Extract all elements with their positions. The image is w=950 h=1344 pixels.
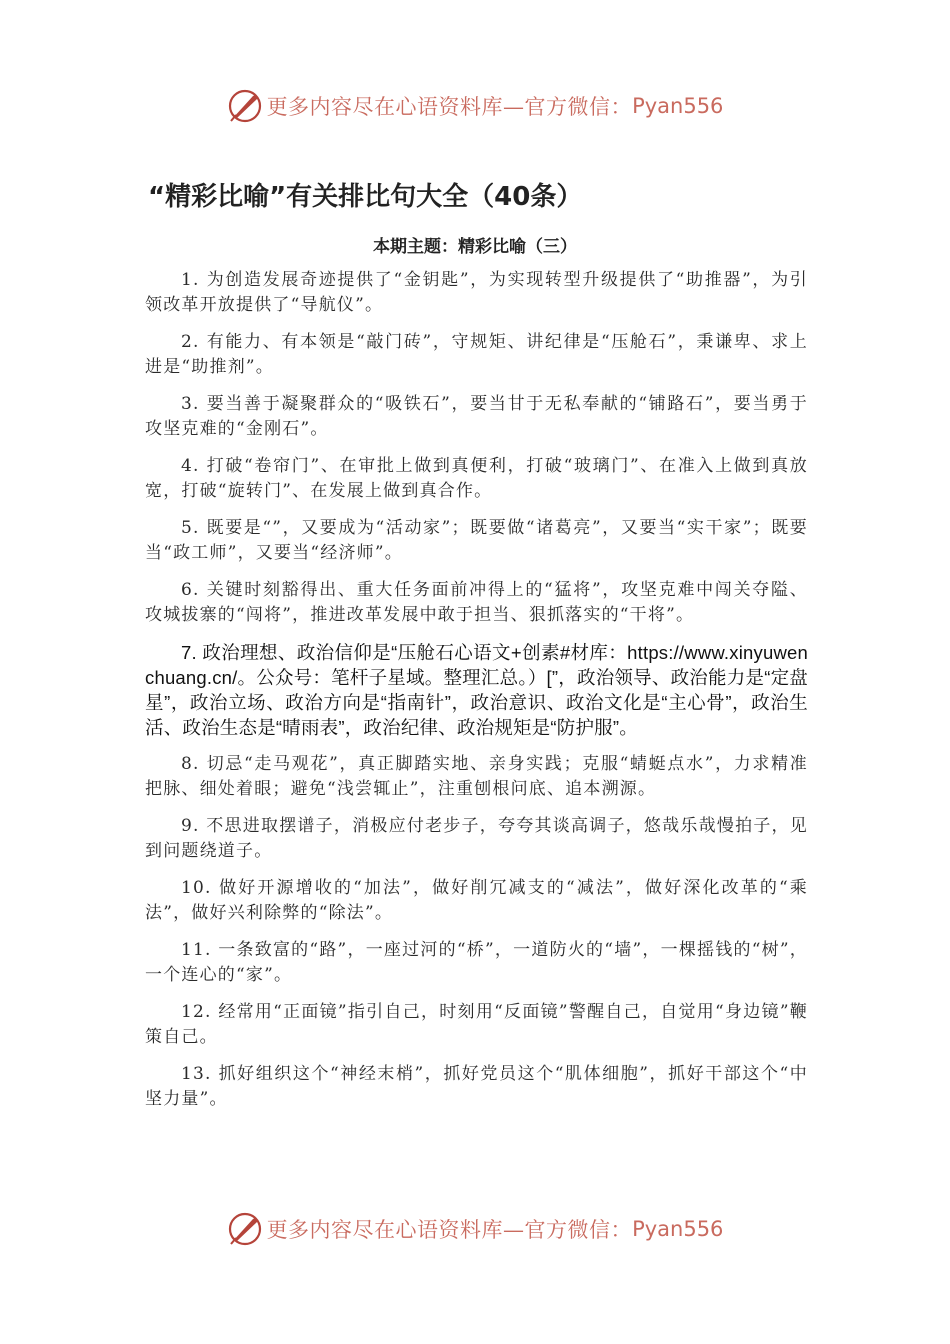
quill-logo-icon — [227, 88, 263, 124]
banner-wechat-handle: Pyan556 — [632, 94, 724, 118]
list-item: 6. 关键时刻豁得出、重大任务面前冲得上的“猛将”，攻坚克难中闯关夺隘、攻城拔寨的“闯将”，推进改革发展中敢于担当、狠抓落实的“干将”。 — [145, 580, 808, 625]
list-item: 5. 既要是“”，又要成为“活动家”；既要做“诸葛亮”，又要当“实干家”；既要当“政工师”，又要当“经济师”。 — [145, 518, 808, 563]
list-item: 8. 切忌“走马观花”，真正脚踏实地、亲身实践；克服“蜻蜓点水”，力求精准把脉、细处着眼；避免“浅尝辄止”，注重刨根问底、追本溯源。 — [145, 754, 808, 799]
list-item: 4. 打破“卷帘门”、在审批上做到真便利，打破“玻璃门”、在准入上做到真放宽，打破“旋转门”、在发展上做到真合作。 — [145, 456, 808, 501]
item-list — [145, 268, 808, 1124]
quill-logo-icon — [227, 1211, 263, 1247]
list-item: 2. 有能力、有本领是“敲门砖”，守规矩、讲纪律是“压舱石”，秉谦卑、求上进是“助推剂”。 — [145, 332, 808, 377]
banner-wechat-handle: Pyan556 — [632, 1217, 724, 1241]
list-item: 13. 抓好组织这个“神经末梢”，抓好党员这个“肌体细胞”，抓好干部这个“中坚力量”。 — [145, 1064, 808, 1109]
document-title: “精彩比喻”有关排比句大全（40条） — [148, 182, 583, 212]
list-item: 3. 要当善于凝聚群众的“吸铁石”，要当甘于无私奉献的“铺路石”，要当勇于攻坚克难的“金刚石”。 — [145, 394, 808, 439]
list-item: 1. 为创造发展奇迹提供了“金钥匙”，为实现转型升级提供了“助推器”，为引领改革开放提供了“导航仪”。 — [145, 270, 808, 315]
banner-text: 更多内容尽在心语资料库—官方微信： — [266, 1218, 633, 1242]
document-subtitle: 本期主题：精彩比喻（三） — [373, 237, 577, 257]
list-item: 10. 做好开源增收的“加法”，做好削冗减支的“减法”，做好深化改革的“乘法”，做好兴利除弊的“除法”。 — [145, 878, 808, 923]
header-banner — [0, 84, 950, 128]
list-item: 11. 一条致富的“路”，一座过河的“桥”，一道防火的“墙”，一棵摇钱的“树”，一个连心的“家”。 — [145, 940, 808, 985]
list-item: 12. 经常用“正面镜”指引自己，时刻用“反面镜”警醒自己，自觉用“身边镜”鞭策自己。 — [145, 1002, 808, 1047]
footer-banner — [0, 1207, 950, 1251]
banner-text: 更多内容尽在心语资料库—官方微信： — [266, 95, 633, 119]
list-item: 9. 不思进取摆谱子，消极应付老步子，夸夸其谈高调子，悠哉乐哉慢拍子，见到问题绕道子。 — [145, 816, 808, 861]
list-item: 7. 政治理想、政治信仰是“压舱石心语文+创素#材库：https://www.xinyuwenchuang.cn/。公众号：笔杆子星域。整理汇总。）[”，政治领导、政治能力是“定盘星”，政治立场、政治方向是“指南针”，政治意识、政治文化是“主心骨”，政治生活、政治生态是“晴雨表”，政治纪律、政治规矩是“防护服”。 — [145, 642, 808, 738]
